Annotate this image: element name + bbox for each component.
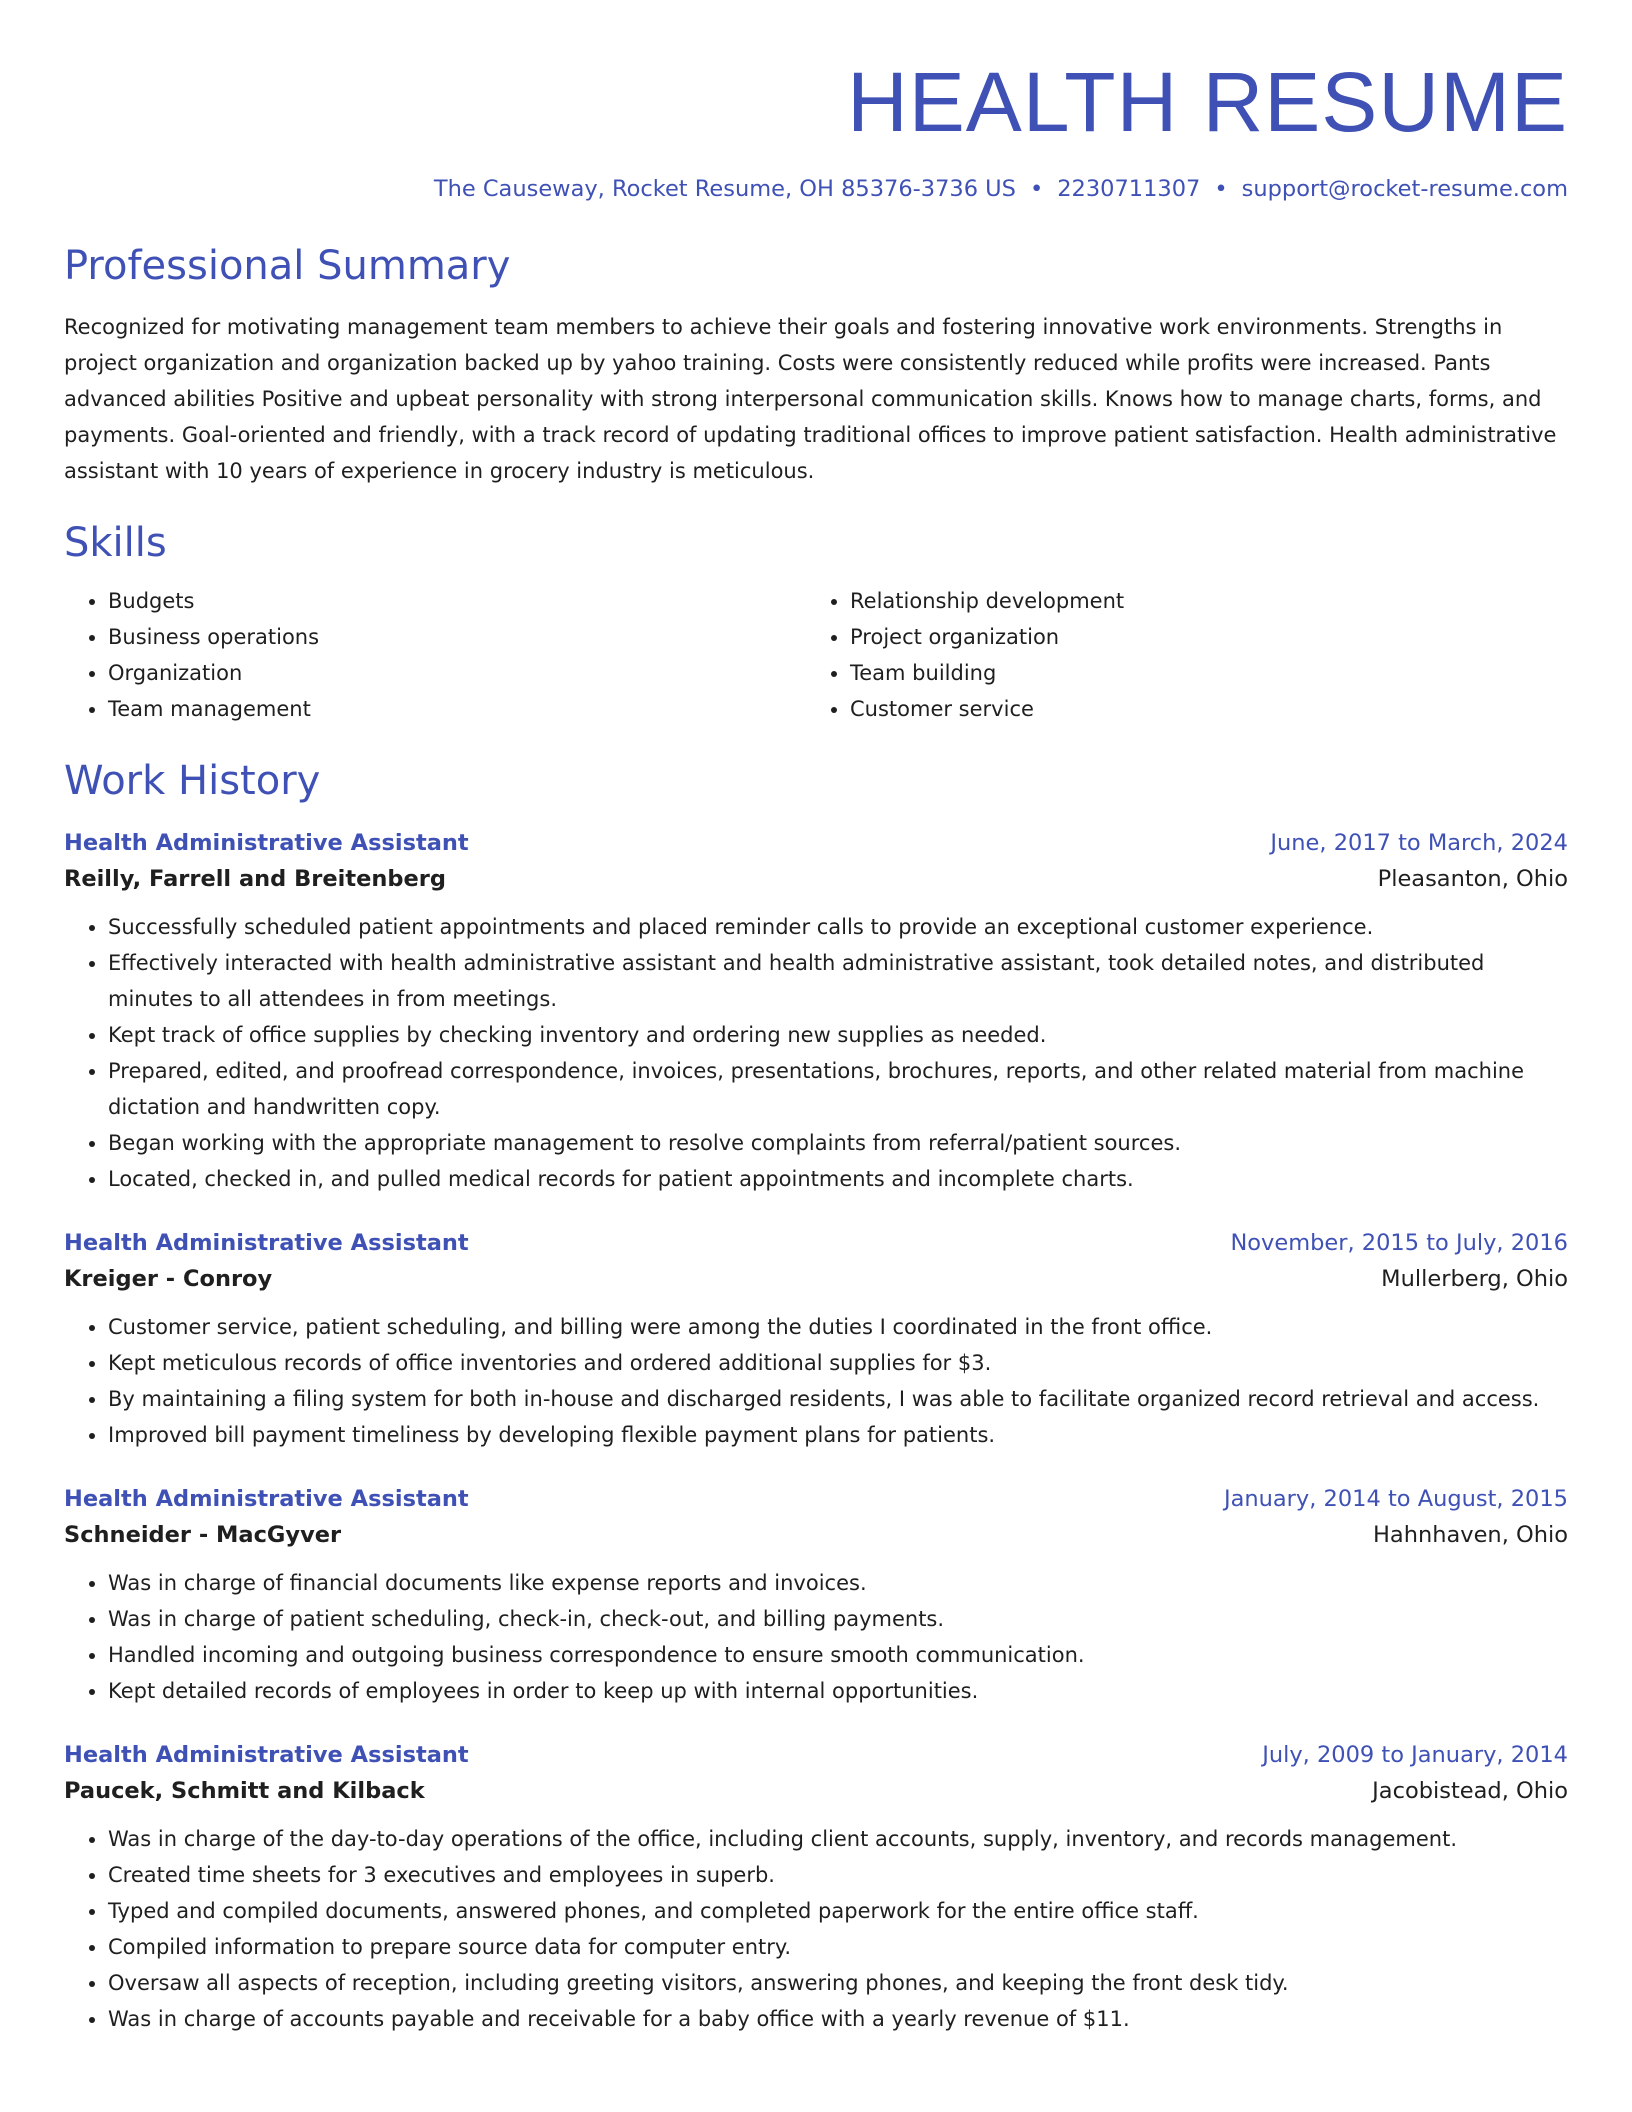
job-entry <box>64 827 1568 1197</box>
skill-item: • Relationship development <box>850 583 1548 619</box>
job-bullet: • Prepared, edited, and proofread correspondence, invoices, presentations, brochures, reports, and other related material from machine dictation and handwritten copy. <box>108 1053 1568 1125</box>
job-entry <box>64 1739 1568 2037</box>
job-title-row <box>64 1227 1568 1259</box>
summary-text: Recognized for motivating management team members to achieve their goals and fostering innovative work environments. Strengths in project organization and organization backed up by yahoo training. Costs were consistently reduced while profits were increased. Pants advanced abilities Positive and upbeat personality with strong interpersonal communication skills. Knows how to manage charts, forms, and payments. Goal-oriented and friendly, with a track record of updating traditional offices to improve patient satisfaction. Health administrative assistant with 10 years of experience in grocery industry is meticulous. <box>64 314 1557 483</box>
job-bullet: • Improved bill payment timeliness by developing flexible payment plans for patients. <box>108 1417 1568 1453</box>
job-bullets <box>64 1309 1568 1453</box>
skill-item: • Team management <box>108 691 806 727</box>
job-bullet: • Effectively interacted with health administrative assistant and health administrative assistant, took detailed notes, and distributed minutes to all attendees in from meetings. <box>108 945 1568 1017</box>
job-title-row <box>64 1739 1568 1771</box>
job-title-row <box>64 1483 1568 1515</box>
job-company: Kreiger - Conroy <box>64 1265 273 1292</box>
job-bullet: • Was in charge of financial documents like expense reports and invoices. <box>108 1565 1568 1601</box>
job-dates: November, 2015 to July, 2016 <box>1230 1229 1568 1256</box>
skill-item: • Budgets <box>108 583 806 619</box>
job-dates: July, 2009 to January, 2014 <box>1262 1741 1568 1768</box>
job-bullet: • Compiled information to prepare source data for computer entry. <box>108 1929 1568 1965</box>
job-company: Schneider - MacGyver <box>64 1521 342 1548</box>
job-bullet: • Created time sheets for 3 executives and employees in superb. <box>108 1857 1568 1893</box>
skills-list-right <box>806 583 1548 727</box>
job-bullets <box>64 909 1568 1197</box>
job-bullet: • Was in charge of patient scheduling, check-in, check-out, and billing payments. <box>108 1601 1568 1637</box>
job-bullet: • Customer service, patient scheduling, and billing were among the duties I coordinated in the front office. <box>108 1309 1568 1345</box>
job-company-row <box>64 859 1568 899</box>
job-bullet: • By maintaining a filing system for both in-house and discharged residents, I was able to facilitate organized record retrieval and access. <box>108 1381 1568 1417</box>
job-entry <box>64 1227 1568 1453</box>
skill-item: • Organization <box>108 655 806 691</box>
job-bullet: • Oversaw all aspects of reception, including greeting visitors, answering phones, and keeping the front desk tidy. <box>108 1965 1568 2001</box>
contact-email[interactable]: support@rocket-resume.com <box>1241 176 1568 202</box>
skills-grid <box>64 583 1568 727</box>
job-bullet: • Began working with the appropriate management to resolve complaints from referral/patient sources. <box>108 1125 1568 1161</box>
skill-item: • Team building <box>850 655 1548 691</box>
job-entry <box>64 1483 1568 1709</box>
job-bullet: • Typed and compiled documents, answered phones, and completed paperwork for the entire office staff. <box>108 1893 1568 1929</box>
job-company: Reilly, Farrell and Breitenberg <box>64 865 446 892</box>
job-bullet: • Kept meticulous records of office inventories and ordered additional supplies for $3. <box>108 1345 1568 1381</box>
work-history-heading: Work History <box>64 757 321 804</box>
job-title: Health Administrative Assistant <box>64 1485 469 1512</box>
contact-separator: • <box>1029 176 1044 202</box>
job-company-row <box>64 1515 1568 1555</box>
job-bullet: • Was in charge of accounts payable and receivable for a baby office with a yearly revenue of $11. <box>108 2001 1568 2037</box>
job-title: Health Administrative Assistant <box>64 1229 469 1256</box>
job-company: Paucek, Schmitt and Kilback <box>64 1777 425 1804</box>
resume-page <box>64 0 1568 2037</box>
contact-separator: • <box>1214 176 1228 202</box>
job-dates: June, 2017 to March, 2024 <box>1270 829 1568 856</box>
job-dates: January, 2014 to August, 2015 <box>1223 1485 1568 1512</box>
skills-heading: Skills <box>64 519 167 566</box>
job-location: Jacobistead, Ohio <box>1372 1777 1568 1804</box>
job-bullet: • Kept detailed records of employees in order to keep up with internal opportunities. <box>108 1673 1568 1709</box>
job-title: Health Administrative Assistant <box>64 1741 469 1768</box>
job-bullet: • Successfully scheduled patient appointments and placed reminder calls to provide an exceptional customer experience. <box>108 909 1568 945</box>
job-location: Hahnhaven, Ohio <box>1373 1521 1568 1548</box>
job-bullets <box>64 1821 1568 2037</box>
contact-phone[interactable]: 2230711307 <box>1057 176 1201 202</box>
skill-item: • Business operations <box>108 619 806 655</box>
job-bullet: • Was in charge of the day-to-day operations of the office, including client accounts, supply, inventory, and records management. <box>108 1821 1568 1857</box>
job-title: Health Administrative Assistant <box>64 829 469 856</box>
job-bullet: • Kept track of office supplies by checking inventory and ordering new supplies as needed. <box>108 1017 1568 1053</box>
skill-item: • Project organization <box>850 619 1548 655</box>
resume-header <box>64 55 1568 202</box>
job-title-row <box>64 827 1568 859</box>
contact-line <box>64 178 1568 201</box>
job-location: Mullerberg, Ohio <box>1381 1265 1568 1292</box>
job-bullet: • Located, checked in, and pulled medical records for patient appointments and incomplete charts. <box>108 1161 1568 1197</box>
summary-heading: Professional Summary <box>64 242 511 289</box>
candidate-name: HEALTH RESUME <box>847 55 1568 149</box>
job-company-row <box>64 1259 1568 1299</box>
job-company-row <box>64 1771 1568 1811</box>
contact-address: The Causeway, Rocket Resume, OH 85376-3736 US <box>433 176 1016 202</box>
job-bullet: • Handled incoming and outgoing business correspondence to ensure smooth communication. <box>108 1637 1568 1673</box>
skills-list-left <box>64 583 806 727</box>
job-bullets <box>64 1565 1568 1709</box>
job-location: Pleasanton, Ohio <box>1377 865 1568 892</box>
skill-item: • Customer service <box>850 691 1548 727</box>
